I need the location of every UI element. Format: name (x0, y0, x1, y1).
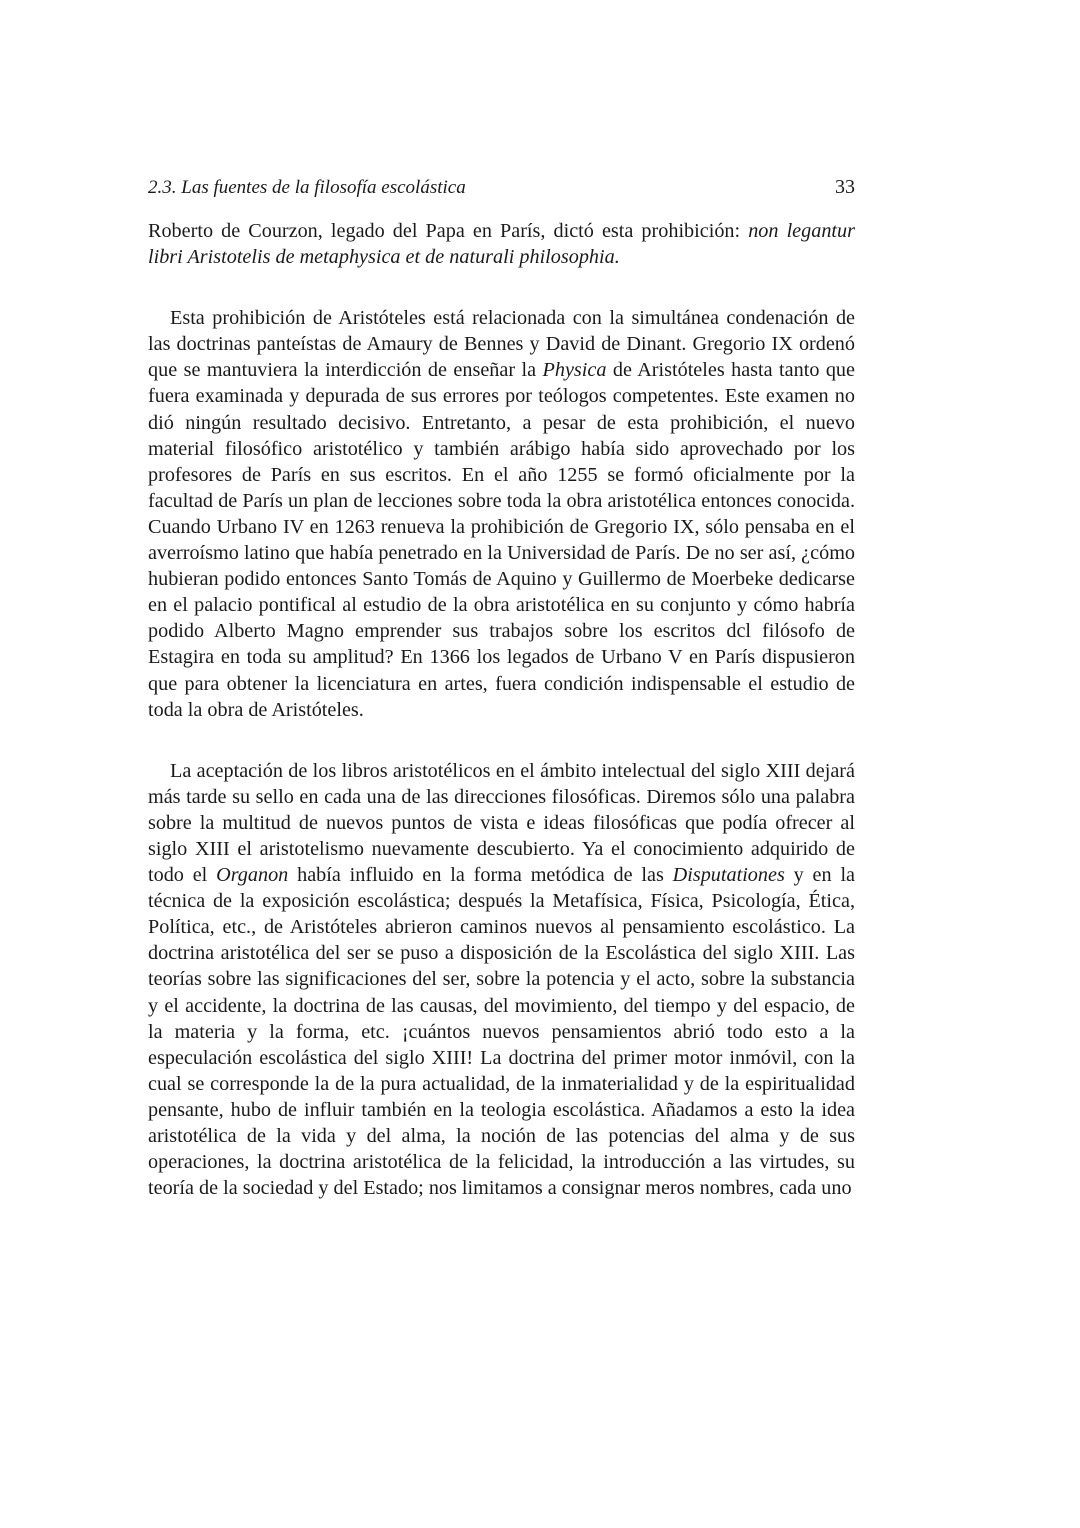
page-number: 33 (835, 176, 855, 198)
paragraph-3 (148, 758, 855, 1202)
paragraph-2-text-b: de Aristóteles hasta tanto que fuera examinada y depurada de sus errores por teólogos competentes. Este examen no dió ningún resultado decisivo. Entretanto, a pesar de esta prohibición, el nuevo material filosófico aristotélico y también arábigo había sido aprovechado por los profesores de París en sus escritos. En el año 1255 se formó oficialmente por la facultad de París un plan de lecciones sobre toda la obra aristotélica entonces conocida. Cuando Urbano IV en 1263 renueva la prohibición de Gregorio IX, sólo pensaba en el averroísmo latino que había penetrado en la Universidad de París. De no ser así, ¿cómo hubieran podido entonces Santo Tomás de Aquino y Guillermo de Moerbeke dedicarse en el palacio pontifical al estudio de la obra aristotélica en su conjunto y cómo habría podido Alberto Magno emprender sus trabajos sobre los escritos dcl filósofo de Estagira en toda su amplitud? En 1366 los legados de Urbano V en París dispusieron que para obtener la licenciatura en artes, fuera condición indispensable el estudio de toda la obra de Aristóteles. (148, 359, 855, 721)
organon-title: Organon (216, 864, 289, 887)
disputationes-title: Disputationes (672, 864, 785, 887)
physica-title: Physica (542, 359, 607, 382)
latin-quote: non legantur libri Aristotelis de metaphysica et de naturali philosophia. (148, 220, 855, 269)
document-page (148, 170, 855, 1201)
paragraph-1-text: Roberto de Courzon, legado del Papa en París, dictó esta prohibición: (148, 220, 749, 242)
paragraph-3-text-b: había influido en la forma metódica de las (288, 864, 673, 887)
running-header (148, 170, 855, 204)
paragraph-2 (148, 305, 855, 723)
section-title: 2.3. Las fuentes de la filosofía escolástica (148, 177, 466, 198)
paragraph-3-text-a: La aceptación de los libros aristotélicos en el ámbito intelectual del siglo XIII dejará más tarde su sello en cada una de las direcciones filosóficas. Diremos sólo una palabra sobre la multitud de nuevos puntos de vista e ideas filosóficas que podía ofrecer al siglo XIII el aristotelismo nuevamente descubierto. Ya el conocimiento adquirido de todo el (148, 759, 855, 887)
paragraph-1 (148, 218, 855, 270)
paragraph-2-text-a: Esta prohibición de Aristóteles está relacionada con la simultánea condenación de las doctrinas panteístas de Amaury de Bennes y David de Dinant. Gregorio IX ordenó que se mantuviera la interdicción de enseñar la (148, 307, 855, 382)
paragraph-3-text-c: y en la técnica de la exposición escolástica; después la Metafísica, Física, Psicología, Ética, Política, etc., de Aristóteles abrieron caminos nuevos al pensamiento escolástico. La doctrina aristotélica del ser se puso a disposición de la Escolástica del siglo XIII. Las teorías sobre las significaciones del ser, sobre la potencia y el acto, sobre la substancia y el accidente, la doctrina de las causas, del movimiento, del tiempo y del espacio, de la materia y la forma, etc. ¡cuántos nuevos pensamientos abrió todo esto a la especulación escolástica del siglo XIII! La doctrina del primer motor inmóvil, con la cual se corresponde la de la pura actualidad, de la inmaterialidad y de la espiritualidad pensante, hubo de influir también en la teologia escolástica. Añadamos a esto la idea aristotélica de la vida y del alma, la noción de las potencias del alma y de sus operaciones, la doctrina aristotélica de la felicidad, la introducción a las virtudes, su teoría de la sociedad y del Estado; nos limitamos a consignar meros nombres, cada uno (148, 864, 856, 1200)
